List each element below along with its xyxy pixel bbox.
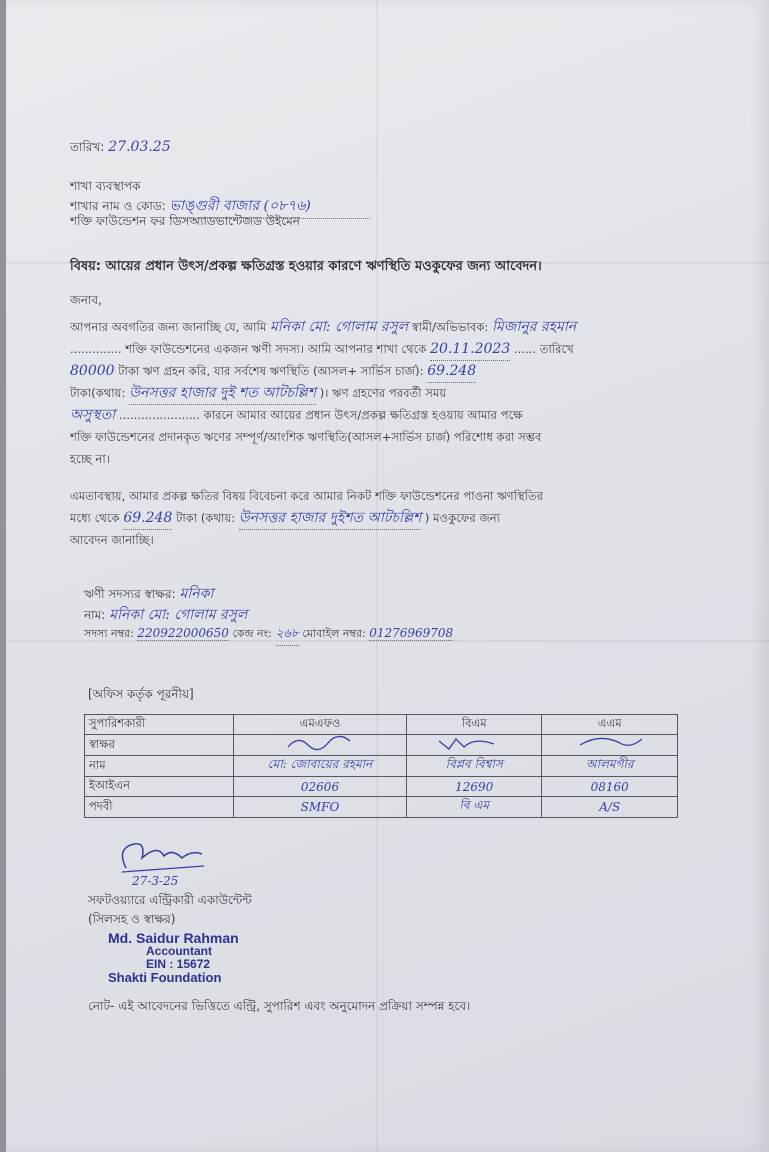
para1-line5: অসুস্থতা ...................... কারনে আমার আয়ের প্রধান উৎস/প্রকল্প ক্ষতিগ্রস্ত হওয়ায় আমার পক্ষে: [70, 407, 523, 423]
balance-amount: 69.248: [427, 361, 476, 383]
table-cell: 02606: [234, 777, 407, 797]
member-no: 220922000650: [137, 626, 229, 640]
loan-date: 20.11.2023: [430, 339, 510, 361]
table-cell: বিপ্লব বিশ্বাস: [407, 756, 542, 777]
table-cell: বি এম: [407, 797, 542, 818]
loan-amount: 80000: [70, 363, 115, 379]
signature-mark: [434, 735, 514, 752]
balance-words: উনসত্তর হাজার দুই শত আটচল্লিশ: [129, 383, 316, 405]
signature-cell: [234, 735, 407, 756]
para2-line1: এমতাবস্থায়, আমার প্রকল্প ক্ষতির বিষয় বিবেচনা করে আমার নিকট শক্তি ফাউন্ডেশনের পাওনা ঋণস্থিতির: [70, 489, 544, 503]
table-row: [85, 735, 678, 756]
signature-mark: [280, 735, 360, 752]
member-numbers-line: [84, 625, 453, 646]
row-label: পদবী: [85, 797, 234, 818]
fold-line: [376, 0, 378, 1152]
date-value: 27.03.25: [108, 139, 171, 155]
para1-line4: [70, 383, 446, 405]
stamp-ein: EIN : 15672: [146, 957, 211, 971]
salutation: জনাব,: [70, 293, 102, 307]
org-line: শক্তি ফাউন্ডেশন ফর ডিসঅ্যাডভান্টেজড উইমেন: [70, 214, 300, 228]
branch-manager-label: শাখা ব্যবস্থাপক: [70, 179, 141, 193]
accountant-stamp: [108, 932, 239, 984]
signature-mark: [570, 735, 650, 752]
date-label: তারিখ:: [70, 140, 105, 154]
center-label: কেন্দ্র নং:: [232, 627, 272, 640]
table-cell: 12690: [407, 777, 542, 797]
accountant-sign-date: 27-3-25: [132, 874, 179, 888]
row-label: নাম: [85, 756, 234, 777]
row-label: ইআইএন: [85, 777, 234, 797]
member-name-line: [84, 603, 247, 627]
text: তারিখে: [539, 342, 574, 356]
table-header: এএম: [542, 715, 678, 735]
member-sign-label: ঋণী সদস্যর স্বাক্ষর:: [84, 587, 176, 601]
para2-line3: আবেদন জানাচ্ছি।: [70, 533, 154, 547]
member-signature: মনিকা: [179, 586, 214, 602]
guardian-name: মিজানুর রহমান: [492, 319, 577, 335]
text: টাকা (কথায়:: [176, 511, 236, 525]
stamp-name: Md. Saidur Rahman: [108, 930, 239, 946]
para1-line6: শক্তি ফাউন্ডেশনের প্রদানকৃত ঋণের সম্পূর্ণ/আংশিক ঋণস্থিতি(আসল+সার্ভিস চার্জ) পরিশোধ করা সম্ভব: [70, 430, 542, 444]
accountant-role: সফটওয়্যারে এন্ট্রিকারী একাউন্টেন্ট: [88, 893, 252, 907]
table-row: [85, 715, 678, 735]
office-title: [অফিস কর্তৃক পূরনীয়]: [88, 687, 194, 701]
table-row: [85, 797, 678, 818]
text: আপনার অবগতির জন্য জানাচ্ছি যে, আমি: [70, 320, 267, 334]
member-no-label: সদস্য নম্বর:: [84, 627, 134, 640]
text: স্বামী/অভিভাবক:: [411, 320, 489, 334]
text: শক্তি ফাউন্ডেশনের একজন ঋণী সদস্য। আমি আপনার শাখা থেকে: [125, 342, 427, 356]
para1-line1: [70, 317, 576, 338]
table-cell: আলমগীর: [542, 756, 678, 777]
text: মধ্যে থেকে: [70, 511, 120, 525]
stamp-org: Shakti Foundation: [108, 970, 222, 985]
text: ) মওকুফের জন্য: [424, 511, 501, 525]
table-header: বিএম: [407, 715, 542, 735]
center-no: ২৬৮: [276, 625, 299, 646]
accountant-seal-label: (সিলসহ ও স্বাক্ষর): [88, 912, 176, 926]
waive-words: উনসত্তর হাজার দুইশত আটচল্লিশ: [239, 508, 421, 530]
branch-label: শাখার নাম ও কোড:: [70, 199, 166, 213]
para2-line2: [70, 508, 500, 530]
row-label: স্বাক্ষর: [85, 735, 234, 756]
signature-cell: [542, 735, 678, 756]
applicant-name: মনিকা মো: গোলাম রসুল: [269, 319, 409, 335]
damage-reason: অসুস্থতা: [70, 407, 116, 423]
table-cell: মো: জোবায়ের রহমান: [234, 756, 407, 777]
waive-amount: 69.248: [123, 508, 172, 530]
table-header: এমএফও: [234, 715, 407, 735]
table-row: [85, 756, 678, 777]
footer-note: নোট- এই আবেদনের ভিত্তিতে এন্ট্রি, সুপারিশ এবং অনুমোদন প্রক্রিয়া সম্পন্ন হবে।: [88, 999, 471, 1013]
member-name-label: নাম:: [84, 608, 106, 622]
mobile-label: মোবাইল নম্বর:: [302, 627, 366, 640]
office-table: [84, 714, 678, 818]
subject-line: বিষয়: আয়ের প্রধান উৎস/প্রকল্প ক্ষতিগ্রস্ত হওয়ার কারণে ঋণস্থিতি মওকুফের জন্য আবেদন।: [70, 259, 542, 274]
text: টাকা ঋণ গ্রহন করি, যার সর্বশেষ ঋণস্থিতি (আসল+ সার্ভিস চার্জ):: [118, 364, 424, 378]
text: )। ঋণ গ্রহণের পরবর্তী সময়: [319, 386, 447, 400]
table-header: সুপারিশকারী: [85, 715, 234, 735]
table-cell: SMFO: [234, 797, 407, 818]
date-line: [70, 139, 171, 159]
table-cell: 08160: [542, 777, 678, 797]
stamp-role: Accountant: [146, 944, 212, 958]
para1-line2: .............. শক্তি ফাউন্ডেশনের একজন ঋণী সদস্য। আমি আপনার শাখা থেকে 20.11.2023 ...... তারিখে: [70, 339, 574, 361]
signature-cell: [407, 735, 542, 756]
table-row: [85, 777, 678, 797]
accountant-signature: [112, 838, 212, 878]
text: কারনে আমার আয়ের প্রধান উৎস/প্রকল্প ক্ষতিগ্রস্ত হওয়ায় আমার পক্ষে: [203, 408, 523, 422]
member-name: মনিকা মো: গোলাম রসুল: [109, 607, 248, 623]
mobile-no: 01276969708: [369, 626, 454, 640]
para1-line7: হচ্ছে না।: [70, 452, 110, 466]
table-cell: A/S: [542, 797, 678, 818]
text: টাকা(কথায়:: [70, 386, 126, 400]
para1-line3: [70, 361, 476, 383]
branch-value: ভাঙ্গুরী বাজার (০৮৭৬): [170, 194, 370, 219]
